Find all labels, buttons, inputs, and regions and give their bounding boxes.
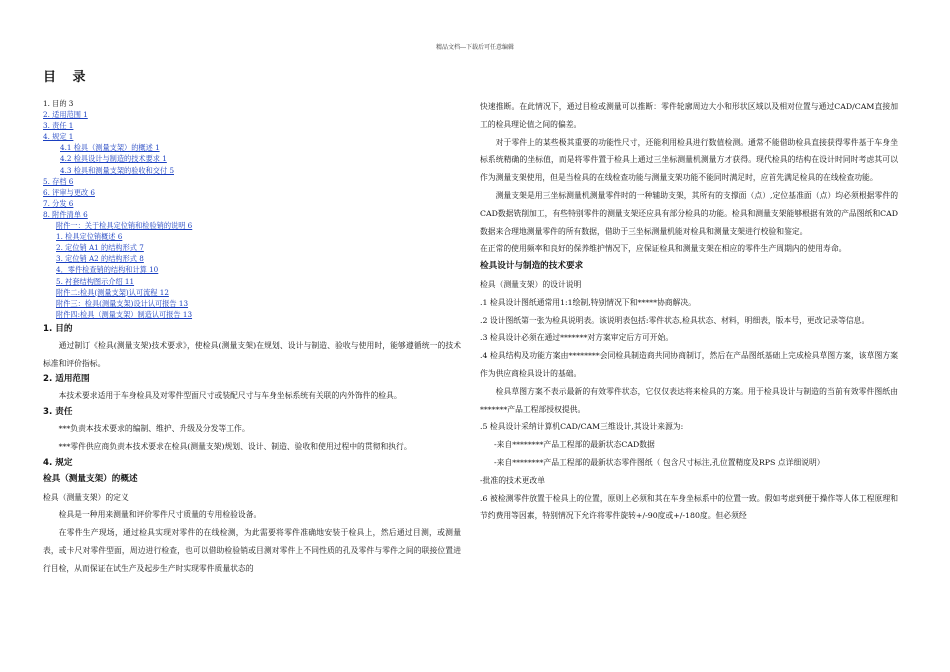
- toc-item: [43, 98, 461, 109]
- toc-item[interactable]: [43, 187, 461, 198]
- section-3-heading: 3. 责任: [43, 407, 73, 418]
- toc-item[interactable]: [43, 264, 461, 275]
- left-column: [43, 66, 461, 578]
- design-source-2: -来自********产品工程部的最新状态零件图纸（ 包含尺寸标注,孔位置精度及RPS 点详细说明）: [494, 457, 825, 467]
- design-source-3: -批准的技术更改单: [480, 475, 546, 485]
- toc-item[interactable]: [43, 109, 461, 120]
- toc-link[interactable]: 1. 检具定位销概述 6: [56, 232, 123, 242]
- right-text-3: 测量支架是用三坐标测量机测量零件时的一种辅助支架，其所有的支撑面（点）,定位基准面（点）均必须根据零件的CAD数据铣削加工，有些特别零件的测量支架还应具有部分检具的功能。检具和测量支架能够根据有效的产品图纸和CAD数据来合理地测量零件的所有数据，借助于三坐标测量机能对检具和测量支架进行校验和鉴定。: [480, 190, 898, 236]
- toc-item[interactable]: [43, 198, 461, 209]
- toc-item[interactable]: [43, 220, 461, 231]
- design-item-5: .5 检具设计采纳计算机CAD/CAM三维设计,其设计来源为:: [480, 422, 684, 432]
- section-4-2-subheading: 检具（测量支架）的设计说明: [480, 279, 582, 289]
- section-3-text-1: ***负责本技术要求的编制、维护、升级及分发等工作。: [58, 424, 250, 434]
- toc-link[interactable]: 4.2 检具设计与制造的技术要求 1: [60, 154, 167, 164]
- design-item-4-note: 检具草图方案不表示最新的有效零件状态，它仅仅表达将来检具的方案。用于检具设计与制造的当前有效零件图纸由*******产品工程部授权提供。: [480, 386, 898, 414]
- toc-item[interactable]: [43, 242, 461, 253]
- toc-link[interactable]: 附件一：关于检具定位销和检验销的说明 6: [56, 221, 193, 231]
- toc-item[interactable]: [43, 131, 461, 142]
- section-3-text-2: ***零件供应商负责本技术要求在检具(测量支架)规划、设计、制造、验收和使用过程中的贯彻和执行。: [58, 442, 412, 452]
- toc-link[interactable]: 7. 分发 6: [43, 198, 74, 208]
- section-4-2-heading: 检具设计与制造的技术要求: [480, 261, 584, 272]
- toc-item[interactable]: [43, 153, 461, 164]
- toc-item[interactable]: [43, 287, 461, 298]
- toc-link[interactable]: 4.1 检具（测量支架）的概述 1: [60, 143, 160, 153]
- toc-item[interactable]: [43, 165, 461, 176]
- toc-link[interactable]: 8. 附件清单 6: [43, 209, 88, 219]
- toc-label: 1. 目的 3: [43, 99, 74, 108]
- toc-link[interactable]: 2. 定位销 A1 的结构形式 7: [56, 243, 144, 253]
- section-4-1-text-2: 在零件生产现场，通过检具实现对零件的在线检测，为此需要将零件准确地安装于检具上，然后通过目测，或测量表，或卡尺对零件型面，周边进行检查，也可以借助检验销或目测对零件上不同性质的孔及零件与零件之间的联接位置进行目检，从而保证在试生产及起步生产时实现零件质量状态的: [43, 528, 461, 573]
- toc-item[interactable]: [43, 142, 461, 153]
- design-source-1: -来自********产品工程部的最新状态CAD数据: [494, 440, 655, 450]
- toc-link[interactable]: 6. 评审与更改 6: [43, 187, 95, 197]
- section-4-1-text-1: 检具是一种用来测量和评价零件尺寸质量的专用检验设备。: [58, 510, 262, 520]
- toc-link[interactable]: 3. 定位销 A2 的结构形式 8: [56, 254, 144, 264]
- design-item-1: .1 检具设计图纸通常用1:1绘制,特别情况下和*****协商解决。: [480, 297, 696, 307]
- toc-title: 目 录: [43, 70, 92, 85]
- section-4-1-definition: 检具（测量支架）的定义: [43, 492, 129, 502]
- toc-link[interactable]: 4. 规定 1: [43, 132, 74, 142]
- page-header: 精品文档---下载后可任意编辑: [435, 44, 515, 51]
- toc-item[interactable]: [43, 231, 461, 242]
- section-1-text: 通过制订《检具(测量支架)技术要求》，使检具(测量支架)在规划、设计与制造、验收与使用时，能够遵循统一的技术标准和评价指标。: [43, 340, 461, 368]
- design-item-6: .6 被检测零件放置于检具上的位置，原则上必须和其在车身坐标系中的位置一致。假如考虑到便于操作等人体工程原理和节约费用等因素，特别情况下允许将零件旋转+/-90度或+/-180度。但必须经: [480, 493, 898, 521]
- toc-link[interactable]: 4.3 检具和测量支架的验收和交付 5: [60, 165, 175, 175]
- right-text-1: 快速推断。在此情况下，通过目检或测量可以推断：零件轮廓周边大小和形状区域以及相对位置与通过CAD/CAM直接加工的检具理论值之间的偏差。: [480, 102, 898, 129]
- section-4-1-heading: 检具（测量支架）的概述: [43, 473, 138, 484]
- toc-link[interactable]: 2. 适用范围 1: [43, 110, 88, 120]
- right-text-2: 对于零件上的某些极其重要的功能性尺寸，还能利用检具进行数值检测。通常不能借助检具直接获得零件基于车身坐标系统精确的坐标值，而是将零件置于检具上通过三坐标测量机测量方才获得。现代检具的结构在设计时同时考虑其可以作为测量支架使用，但是当检具的在线检查功能与测量支架功能不能同时满足时，应首先满足检具的在线检查功能。: [480, 137, 898, 183]
- section-2-text: 本技术要求适用于车身检具及对零件型面尺寸或装配尺寸与车身坐标系统有关联的内外饰件的检具。: [58, 391, 402, 401]
- toc-item[interactable]: [43, 253, 461, 264]
- toc-item[interactable]: [43, 176, 461, 187]
- toc-link[interactable]: 3. 责任 1: [43, 121, 74, 131]
- section-4-heading: 4. 规定: [43, 457, 73, 468]
- toc-link[interactable]: 5. 衬套结构图示介绍 11: [56, 276, 135, 286]
- toc-item[interactable]: [43, 276, 461, 287]
- toc-item[interactable]: [43, 120, 461, 131]
- table-of-contents: [43, 98, 461, 320]
- toc-link[interactable]: 附件四:检具（测量支架）制造认可报告 13: [56, 309, 193, 319]
- design-item-2: .2 设计图纸第一张为检具说明表。该说明表包括:零件状态,检具状态、材料，明细表，版本号，更改记录等信息。: [480, 315, 870, 325]
- design-item-3: .3 检具设计必须在通过*******对方案审定后方可开始。: [480, 333, 674, 343]
- toc-item[interactable]: [43, 209, 461, 220]
- right-column: [480, 98, 898, 525]
- toc-item[interactable]: [43, 309, 461, 320]
- toc-link[interactable]: 4．零件检查销的结构和计算 10: [56, 265, 159, 275]
- section-2-heading: 2. 适用范围: [43, 374, 90, 385]
- design-item-4: .4 检具结构及功能方案由********会同检具制造商共同协商制订，然后在产品图纸基础上完成检具草图方案，该草图方案作为供应商检具设计的基础。: [480, 351, 898, 378]
- toc-item[interactable]: [43, 298, 461, 309]
- toc-link[interactable]: 5. 存档 6: [43, 176, 74, 186]
- toc-link[interactable]: 附件三：检具(测量支架)设计认可报告 13: [56, 298, 189, 308]
- section-1-heading: 1. 目的: [43, 323, 73, 334]
- right-text-4: 在正常的使用频率和良好的保养维护情况下，应保证检具和测量支架在相应的零件生产周期内的使用寿命。: [480, 244, 847, 254]
- toc-link[interactable]: 附件二:检具(测量支架)认可流程 12: [56, 287, 169, 297]
